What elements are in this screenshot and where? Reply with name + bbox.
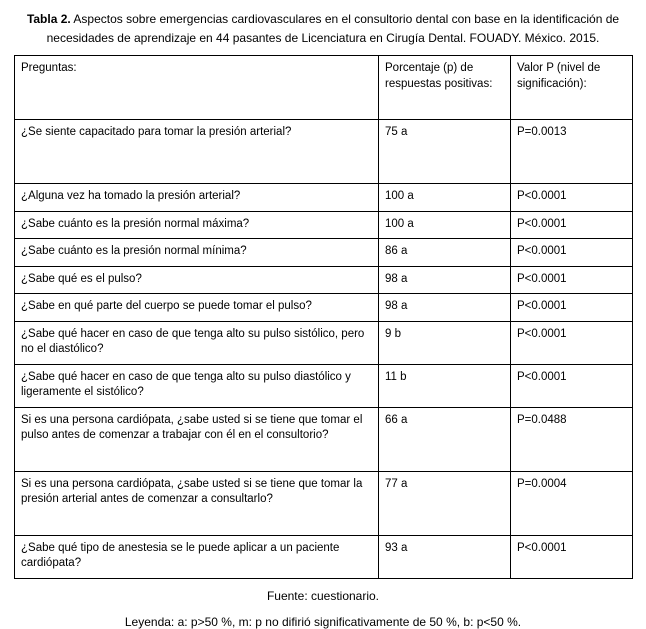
cell-pvalue: P<0.0001	[511, 184, 633, 212]
legend-note: Leyenda: a: p>50 %, m: p no difirió significativamente de 50 %, b: p<50 %.	[124, 614, 522, 629]
source-note: Fuente: cuestionario.	[266, 588, 380, 603]
column-header-questions: Preguntas:	[15, 56, 379, 120]
table-row	[15, 120, 633, 184]
cell-percent: 100 a	[379, 211, 511, 239]
table-row	[15, 535, 633, 578]
cell-question: ¿Se siente capacitado para tomar la presión arterial?	[15, 120, 379, 184]
cell-pvalue: P<0.0001	[511, 321, 633, 364]
table-row	[15, 364, 633, 407]
table-row	[15, 471, 633, 535]
cell-question: ¿Alguna vez ha tomado la presión arterial?	[15, 184, 379, 212]
table-row	[15, 321, 633, 364]
cell-pvalue: P<0.0001	[511, 535, 633, 578]
cell-question: ¿Sabe en qué parte del cuerpo se puede tomar el pulso?	[15, 294, 379, 322]
cell-percent: 77 a	[379, 471, 511, 535]
table-row	[15, 211, 633, 239]
table-row	[15, 239, 633, 267]
cell-pvalue: P=0.0488	[511, 407, 633, 471]
cell-question: ¿Sabe cuánto es la presión normal mínima?	[15, 239, 379, 267]
cell-percent: 86 a	[379, 239, 511, 267]
cell-question: ¿Sabe qué tipo de anestesia se le puede aplicar a un paciente cardiópata?	[15, 535, 379, 578]
cell-question: Si es una persona cardiópata, ¿sabe usted si se tiene que tomar el pulso antes de comenzar a trabajar con él en el consultorio?	[15, 407, 379, 471]
cell-pvalue: P=0.0004	[511, 471, 633, 535]
cell-percent: 9 b	[379, 321, 511, 364]
cell-pvalue: P<0.0001	[511, 239, 633, 267]
table-caption-text: Aspectos sobre emergencias cardiovasculares en el consultorio dental con base en la identificación de necesidades de aprendizaje en 44 pasantes de Licenciatura en Cirugía Dental. FOUADY. México. 2015.	[46, 12, 620, 45]
cell-pvalue: P<0.0001	[511, 211, 633, 239]
cell-percent: 93 a	[379, 535, 511, 578]
table-row	[15, 184, 633, 212]
cell-percent: 98 a	[379, 294, 511, 322]
table-row	[15, 294, 633, 322]
cell-question: ¿Sabe qué es el pulso?	[15, 266, 379, 294]
cell-percent: 98 a	[379, 266, 511, 294]
cell-pvalue: P=0.0013	[511, 120, 633, 184]
cell-percent: 11 b	[379, 364, 511, 407]
cell-pvalue: P<0.0001	[511, 266, 633, 294]
cell-percent: 66 a	[379, 407, 511, 471]
table-row	[15, 266, 633, 294]
table-header-row	[15, 56, 633, 120]
cell-question: ¿Sabe qué hacer en caso de que tenga alto su pulso sistólico, pero no el diastólico?	[15, 321, 379, 364]
cell-percent: 100 a	[379, 184, 511, 212]
cell-question: ¿Sabe qué hacer en caso de que tenga alto su pulso diastólico y ligeramente el sistólico?	[15, 364, 379, 407]
cell-pvalue: P<0.0001	[511, 364, 633, 407]
cell-question: Si es una persona cardiópata, ¿sabe usted si se tiene que tomar la presión arterial antes de comenzar a consultarlo?	[15, 471, 379, 535]
column-header-percent: Porcentaje (p) de respuestas positivas:	[379, 56, 511, 120]
cell-pvalue: P<0.0001	[511, 294, 633, 322]
cell-percent: 75 a	[379, 120, 511, 184]
data-table	[14, 55, 633, 579]
column-header-pvalue: Valor P (nivel de significación):	[511, 56, 633, 120]
table-caption	[14, 0, 632, 55]
table-caption-label: Tabla 2.	[26, 12, 71, 26]
table-row	[15, 407, 633, 471]
cell-question: ¿Sabe cuánto es la presión normal máxima?	[15, 211, 379, 239]
